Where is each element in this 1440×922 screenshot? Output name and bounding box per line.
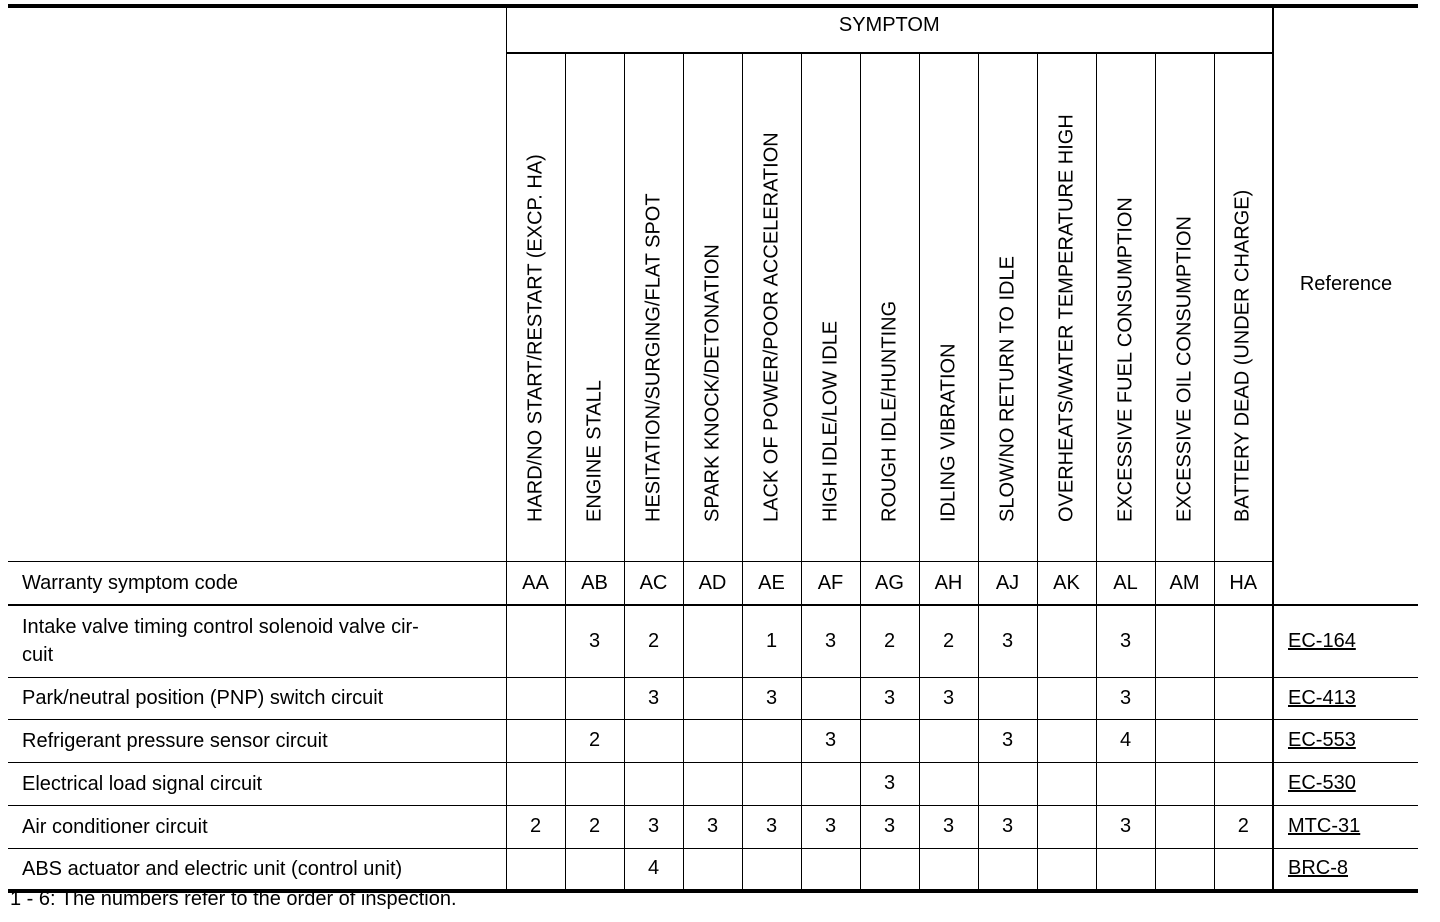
inspection-order-cell [683,677,742,719]
reference-link[interactable]: EC-530 [1288,772,1356,794]
inspection-order-cell: 3 [565,605,624,677]
inspection-order-cell [978,762,1037,805]
inspection-order-cell: 3 [978,805,1037,848]
inspection-order-cell [1037,805,1096,848]
inspection-order-cell [506,605,565,677]
inspection-order-cell: 2 [565,805,624,848]
symptom-column-header [565,53,624,562]
inspection-order-cell: 3 [860,677,919,719]
inspection-order-cell: 3 [1096,677,1155,719]
code-ref-empty [1273,562,1418,606]
symptom-label: ROUGH IDLE/HUNTING [878,300,900,522]
symptom-code: AJ [978,562,1037,606]
row-label: Electrical load signal circuit [8,762,506,805]
corner-cell [8,6,506,562]
symptom-label: HIGH IDLE/LOW IDLE [819,320,841,522]
inspection-order-cell [683,719,742,762]
inspection-order-cell [1037,762,1096,805]
inspection-order-cell [1037,677,1096,719]
inspection-order-cell: 2 [506,805,565,848]
symptom-code: AH [919,562,978,606]
reference-cell [1273,605,1418,677]
table-row [8,719,1418,762]
row-label: ABS actuator and electric unit (control unit) [8,848,506,891]
symptom-label: SPARK KNOCK/DETONATION [701,244,723,522]
inspection-order-cell [1037,605,1096,677]
table-row [8,805,1418,848]
reference-cell [1273,762,1418,805]
symptom-code: AM [1155,562,1214,606]
reference-link[interactable]: MTC-31 [1288,815,1361,837]
inspection-order-cell [860,848,919,891]
inspection-order-cell [565,762,624,805]
inspection-order-cell [1155,805,1214,848]
inspection-order-cell: 3 [1096,605,1155,677]
inspection-order-cell [1214,762,1273,805]
inspection-order-cell [978,848,1037,891]
inspection-order-cell: 2 [919,605,978,677]
symptom-label: LACK OF POWER/POOR ACCELERATION [760,132,782,522]
inspection-order-cell: 3 [860,762,919,805]
row-label: Refrigerant pressure sensor circuit [8,719,506,762]
symptom-code: AK [1037,562,1096,606]
reference-link[interactable]: EC-413 [1288,686,1356,709]
symptom-column-header [506,53,565,562]
inspection-order-cell [506,719,565,762]
inspection-order-cell [624,719,683,762]
inspection-order-cell [860,719,919,762]
symptom-label: EXCESSIVE OIL CONSUMPTION [1173,216,1195,522]
inspection-order-cell: 3 [801,719,860,762]
inspection-order-cell [1155,677,1214,719]
symptom-label: EXCESSIVE FUEL CONSUMPTION [1114,197,1136,522]
inspection-order-cell [1214,719,1273,762]
inspection-order-cell [1155,762,1214,805]
inspection-order-cell [919,762,978,805]
inspection-order-cell [1096,762,1155,805]
reference-link[interactable]: EC-553 [1288,729,1356,751]
inspection-order-cell [742,848,801,891]
symptom-column-header [860,53,919,562]
symptom-column-header [1037,53,1096,562]
inspection-order-cell: 3 [860,805,919,848]
warranty-symptom-code-label: Warranty symptom code [8,562,506,606]
inspection-order-cell [742,719,801,762]
symptom-label: IDLING VIBRATION [937,343,959,522]
inspection-order-cell: 3 [624,677,683,719]
symptom-label: OVERHEATS/WATER TEMPERATURE HIGH [1055,114,1077,522]
symptom-code: AG [860,562,919,606]
symptom-header: SYMPTOM [506,6,1273,53]
symptom-code: AD [683,562,742,606]
inspection-order-cell [919,848,978,891]
symptom-column-header [919,53,978,562]
inspection-order-cell [565,677,624,719]
symptom-column-header [1096,53,1155,562]
inspection-order-cell [1214,848,1273,891]
inspection-order-cell: 3 [742,805,801,848]
symptom-code: AC [624,562,683,606]
reference-header: Reference [1273,6,1418,562]
inspection-order-cell: 4 [624,848,683,891]
inspection-order-cell [1214,677,1273,719]
inspection-order-cell: 4 [1096,719,1155,762]
symptom-code: AA [506,562,565,606]
inspection-order-cell [1155,605,1214,677]
symptom-column-header [742,53,801,562]
reference-cell [1273,677,1418,719]
inspection-order-cell: 3 [624,805,683,848]
symptom-code: HA [1214,562,1273,606]
inspection-order-cell: 2 [1214,805,1273,848]
table-row [8,848,1418,891]
reference-cell [1273,719,1418,762]
inspection-order-cell [978,677,1037,719]
symptom-column-header [978,53,1037,562]
inspection-order-cell [801,848,860,891]
inspection-order-cell [1096,848,1155,891]
row-label: Air conditioner circuit [8,805,506,848]
symptom-code: AB [565,562,624,606]
inspection-order-cell [801,677,860,719]
inspection-order-cell [742,762,801,805]
inspection-order-cell [683,762,742,805]
inspection-order-cell: 3 [919,677,978,719]
symptom-label: HESITATION/SURGING/FLAT SPOT [642,193,664,522]
inspection-order-cell: 3 [801,805,860,848]
symptom-code: AL [1096,562,1155,606]
inspection-order-cell: 3 [978,719,1037,762]
inspection-order-cell [506,677,565,719]
inspection-order-cell [624,762,683,805]
inspection-order-cell: 3 [742,677,801,719]
symptom-column-header [1214,53,1273,562]
inspection-order-cell: 2 [565,719,624,762]
footnote: 1 - 6: The numbers refer to the order of inspection. [10,888,457,910]
inspection-order-cell: 3 [919,805,978,848]
symptom-column-header [624,53,683,562]
inspection-order-cell [683,848,742,891]
symptom-label: SLOW/NO RETURN TO IDLE [996,256,1018,522]
table-row [8,762,1418,805]
symptom-label: HARD/NO START/RESTART (EXCP. HA) [524,154,546,522]
inspection-order-cell: 3 [1096,805,1155,848]
inspection-order-cell [1214,605,1273,677]
reference-link[interactable]: EC-164 [1288,629,1356,652]
inspection-order-cell [919,719,978,762]
symptom-code: AF [801,562,860,606]
inspection-order-cell [506,848,565,891]
inspection-order-cell: 3 [978,605,1037,677]
reference-link[interactable]: BRC-8 [1288,857,1349,880]
inspection-order-cell: 2 [860,605,919,677]
symptom-column-header [1155,53,1214,562]
inspection-order-cell [683,605,742,677]
inspection-order-cell [1037,719,1096,762]
inspection-order-cell: 2 [624,605,683,677]
inspection-order-cell: 3 [683,805,742,848]
inspection-order-cell: 1 [742,605,801,677]
symptom-code: AE [742,562,801,606]
reference-cell [1273,848,1418,891]
inspection-order-cell [565,848,624,891]
symptom-label: ENGINE STALL [583,380,605,522]
symptom-label: BATTERY DEAD (UNDER CHARGE) [1231,189,1254,522]
inspection-order-cell [1037,848,1096,891]
inspection-order-cell [801,762,860,805]
reference-cell [1273,805,1418,848]
table-row [8,605,1418,677]
inspection-order-cell [506,762,565,805]
symptom-column-header [801,53,860,562]
symptom-table [8,4,1418,893]
inspection-order-cell [1155,848,1214,891]
inspection-order-cell [1155,719,1214,762]
row-label: Park/neutral position (PNP) switch circuit [8,677,506,719]
symptom-column-header [683,53,742,562]
table-row [8,677,1418,719]
row-label: Intake valve timing control solenoid valve cir- cuit [8,605,506,677]
inspection-order-cell: 3 [801,605,860,677]
